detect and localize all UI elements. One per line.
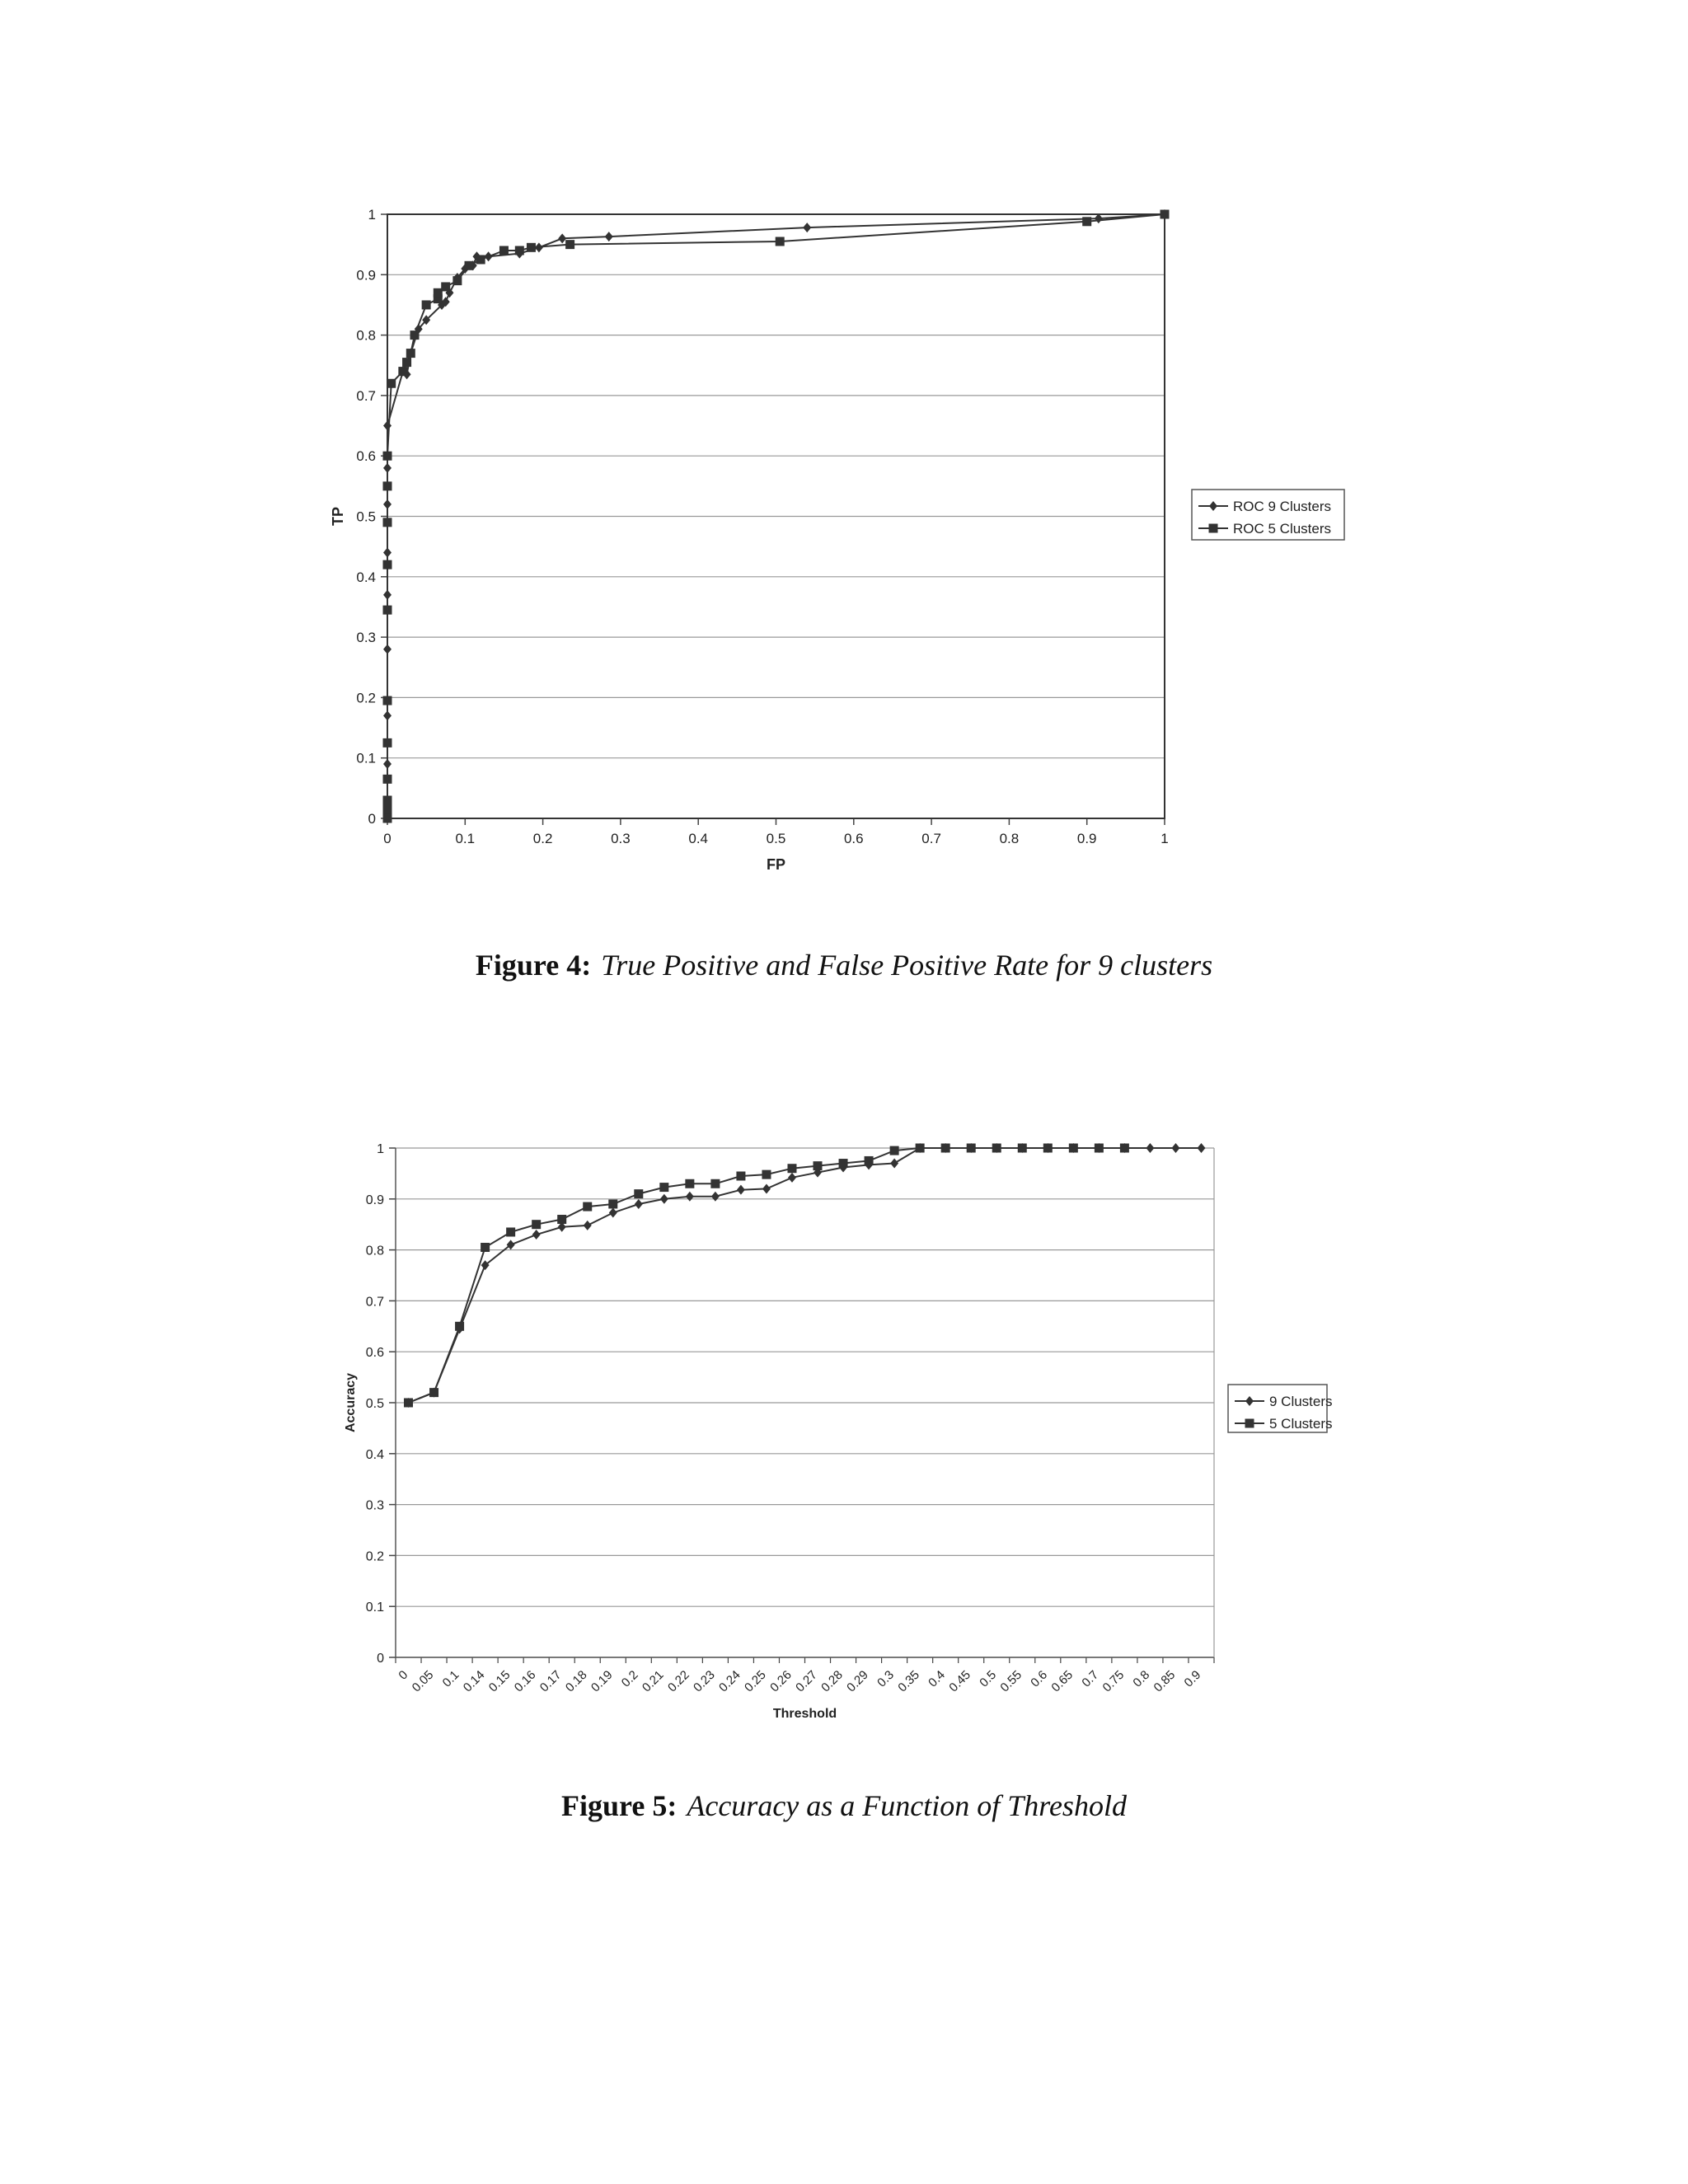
legend-label: ROC 9 Clusters: [1233, 499, 1332, 514]
data-point: [1197, 1143, 1205, 1153]
figure-5-label: Figure 5:: [561, 1789, 678, 1822]
y-tick-label: 0.7: [356, 387, 376, 404]
data-point: [609, 1207, 617, 1217]
x-tick-label: 0.3: [611, 831, 631, 846]
data-point: [737, 1185, 745, 1195]
y-tick-label: 0.4: [356, 569, 376, 585]
data-point: [429, 1388, 438, 1397]
y-tick-label: 0.1: [365, 1601, 384, 1615]
x-tick-label: 1: [1160, 831, 1169, 846]
data-point: [659, 1183, 668, 1192]
legend-label: 9 Clusters: [1269, 1394, 1333, 1409]
x-tick-label: 0.19: [588, 1667, 616, 1695]
x-tick-label: 0: [383, 831, 392, 846]
x-tick-label: 0.1: [455, 831, 476, 846]
x-tick-label: 0.6: [843, 831, 864, 846]
data-point: [736, 1171, 745, 1180]
x-tick-label: 0.4: [926, 1667, 949, 1690]
x-tick-label: 0.35: [895, 1667, 922, 1695]
data-point: [890, 1146, 899, 1155]
y-tick-label: 0.8: [365, 1244, 384, 1258]
x-tick-label: 0.25: [742, 1667, 769, 1695]
data-point: [481, 1243, 490, 1252]
x-tick-label: 0.85: [1151, 1667, 1179, 1695]
x-tick-label: 0.16: [511, 1667, 539, 1695]
data-point: [865, 1156, 874, 1165]
data-point: [710, 1179, 720, 1188]
y-tick-label: 0.1: [356, 750, 376, 766]
y-tick-label: 0.2: [356, 690, 376, 706]
y-tick-label: 0: [368, 811, 376, 827]
x-tick-label: 0.45: [946, 1667, 974, 1695]
data-point: [1069, 1144, 1078, 1153]
data-point: [1146, 1143, 1154, 1153]
data-point: [634, 1189, 643, 1198]
data-point: [532, 1230, 541, 1240]
y-tick-label: 0.9: [365, 1193, 384, 1207]
data-point: [685, 1179, 694, 1188]
figure-5-text: Accuracy as a Function of Threshold: [687, 1789, 1127, 1822]
figure-5-caption: [0, 1788, 1688, 1823]
x-tick-label: 0.9: [1076, 831, 1097, 846]
x-tick-label: 0.2: [618, 1667, 641, 1690]
x-tick-label: 0.7: [921, 831, 941, 846]
data-point: [890, 1159, 898, 1169]
x-axis-title: FP: [766, 856, 786, 873]
x-tick-label: 0: [396, 1667, 411, 1683]
x-tick-label: 0.21: [639, 1667, 667, 1695]
x-tick-label: 0.05: [409, 1667, 437, 1695]
data-point: [839, 1159, 848, 1168]
data-point: [967, 1144, 976, 1153]
series-line-1: [409, 1148, 1202, 1403]
x-tick-label: 0.26: [767, 1667, 795, 1695]
x-tick-label: 0.8: [1130, 1667, 1153, 1690]
x-tick-label: 0.2: [532, 831, 553, 846]
x-tick-label: 0.8: [999, 831, 1020, 846]
x-tick-label: 0.27: [793, 1667, 820, 1695]
y-tick-label: 1: [368, 207, 376, 223]
x-axis-title: Threshold: [772, 1707, 837, 1721]
x-tick-label: 0.17: [537, 1667, 565, 1695]
y-tick-label: 0.6: [356, 448, 376, 465]
x-tick-label: 0.1: [439, 1667, 462, 1690]
y-tick-label: 0.3: [365, 1498, 384, 1513]
legend-marker: [1245, 1419, 1254, 1428]
y-tick-label: 0.2: [365, 1549, 384, 1564]
data-point: [1095, 1144, 1104, 1153]
data-point: [787, 1164, 796, 1173]
data-point: [506, 1227, 515, 1236]
y-axis-title: Accuracy: [344, 1372, 358, 1433]
data-point: [404, 1399, 413, 1408]
y-tick-label: 0.5: [356, 509, 376, 525]
x-tick-label: 0.55: [997, 1667, 1025, 1695]
data-point: [711, 1192, 720, 1202]
data-point: [788, 1173, 796, 1183]
y-tick-label: 0.9: [356, 267, 376, 284]
legend-label: 5 Clusters: [1269, 1416, 1333, 1432]
y-tick-label: 0.7: [365, 1295, 384, 1310]
x-tick-label: 0.3: [874, 1667, 897, 1690]
data-point: [762, 1170, 771, 1179]
figure-4-text: True Positive and False Positive Rate for 9 clusters: [601, 949, 1213, 982]
data-point: [1171, 1143, 1179, 1153]
x-tick-label: 0.18: [562, 1667, 590, 1695]
data-point: [532, 1220, 541, 1229]
x-tick-label: 0.22: [665, 1667, 692, 1695]
data-point: [686, 1192, 694, 1202]
x-tick-label: 0.23: [691, 1667, 718, 1695]
y-tick-label: 0.5: [365, 1397, 384, 1411]
data-point: [992, 1144, 1001, 1153]
data-point: [455, 1322, 464, 1331]
data-point: [1043, 1144, 1053, 1153]
x-tick-label: 0.65: [1048, 1667, 1076, 1695]
legend-label: ROC 5 Clusters: [1233, 521, 1332, 537]
x-tick-label: 0.75: [1100, 1667, 1128, 1695]
x-tick-label: 0.29: [844, 1667, 871, 1695]
x-tick-label: 0.5: [977, 1667, 1000, 1690]
x-tick-label: 0.7: [1079, 1667, 1102, 1690]
data-point: [814, 1161, 823, 1170]
x-tick-label: 0.14: [460, 1667, 488, 1695]
data-point: [941, 1144, 950, 1153]
data-point: [608, 1199, 617, 1208]
y-axis-title: TP: [330, 506, 346, 527]
y-tick-label: 0.8: [356, 327, 376, 344]
data-point: [660, 1194, 668, 1204]
data-point: [583, 1202, 592, 1212]
x-tick-label: 0.6: [1028, 1667, 1051, 1690]
x-tick-label: 0.28: [818, 1667, 846, 1695]
data-point: [507, 1240, 515, 1249]
y-tick-label: 1: [377, 1142, 384, 1156]
data-point: [762, 1183, 771, 1193]
x-tick-label: 0.24: [716, 1667, 743, 1695]
data-point: [584, 1221, 592, 1230]
y-tick-label: 0: [377, 1652, 384, 1666]
x-tick-label: 0.5: [766, 831, 786, 846]
data-point: [1120, 1144, 1129, 1153]
x-tick-label: 0.4: [688, 831, 709, 846]
y-tick-label: 0.6: [365, 1346, 384, 1361]
data-point: [635, 1199, 643, 1209]
data-point: [1018, 1144, 1027, 1153]
y-tick-label: 0.3: [356, 630, 376, 646]
data-point: [916, 1144, 925, 1153]
figure-4-label: Figure 4:: [475, 949, 592, 982]
x-tick-label: 0.15: [485, 1667, 513, 1695]
data-point: [557, 1215, 566, 1224]
data-point: [481, 1260, 490, 1270]
x-tick-label: 0.9: [1181, 1667, 1204, 1690]
y-tick-label: 0.4: [365, 1447, 384, 1462]
